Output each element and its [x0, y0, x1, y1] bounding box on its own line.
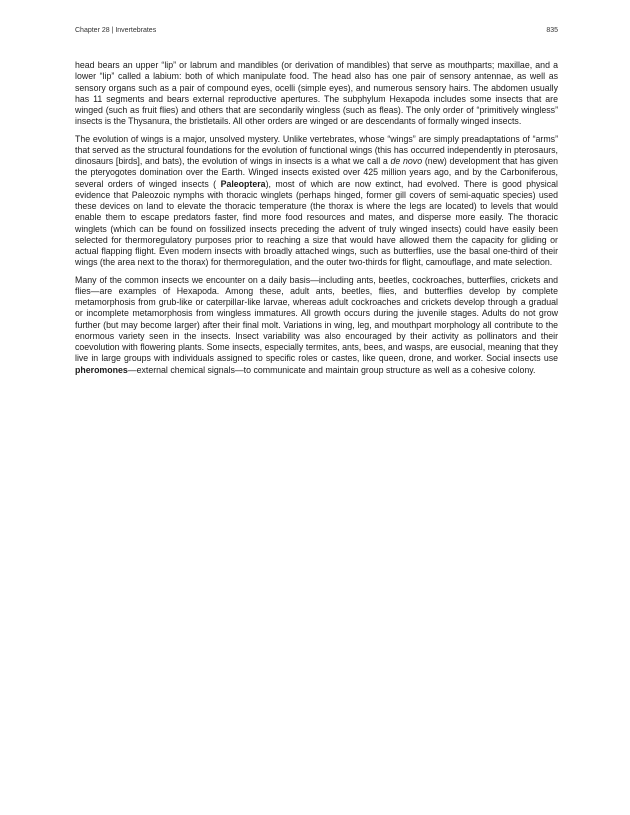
- paragraph-text: (new) development that has given the pteryogotes domination over the Earth. Winged insects existed over 425 million years ago, and by the Carboniferous, several orders of winged insects (: [75, 156, 558, 189]
- paragraph-text: Many of the common insects we encounter on a daily basis—including ants, beetles, cockroaches, butterflies, crickets and flies—are examples of Hexapoda. Among these, adult ants, beetles, flies, and butterflies develop by complete metamorphosis from grub-like or caterpillar-like larvae, whereas adult cockroaches and crickets develop through a gradual or incomplete metamorphosis from wingless immatures. All growth occurs during the juvenile stages. Adults do not grow further (but may become larger) after their final molt. Variations in wing, leg, and mouthpart morphology all contribute to the enormous variety seen in the insects. Insect variability was also encouraged by their activity as pollinators and their coevolution with flowering plants. Some insects, especially termites, ants, bees, and wasps, are eusocial, meaning that they live in large groups with individuals assigned to specific roles or castes, like queen, drone, and worker. Social insects use: [75, 274, 558, 364]
- paragraph-text: The evolution of wings is a major, unsolved mystery. Unlike vertebrates, whose “wings” are simply preadaptations of “arms” that served as the structural foundations for the evolution of functional wings (this has occurred independently in pterosaurs, dinosaurs [birds], and bats), the evolution of wings in insects is a what we call a: [75, 133, 558, 166]
- paragraph-text: head bears an upper “lip” or labrum and mandibles (or derivation of mandibles) that serve as mouthparts; maxillae, and a lower “lip” called a labium: both of which manipulate food. The head also has one pair of sensory antennae, as well as sensory organs such as a pair of compound eyes, ocelli (simple eyes), and numerous sensory hairs. The abdomen usually has 11 segments and bears external reproductive apertures. The subphylum Hexapoda includes some insects that are winged (such as fruit flies) and others that are secondarily wingless (such as fleas). The only order of “primitively wingless” insects is the Thysanura, the bristletails. All other orders are winged or are descendants of formally winged insects.: [75, 60, 558, 127]
- paragraph-head-anatomy: [75, 60, 558, 128]
- paragraph-evolution-of-wings: [75, 134, 558, 269]
- term-paleoptera: Paleoptera: [220, 178, 266, 189]
- paragraph-common-insects: [75, 275, 558, 376]
- body-text: [75, 60, 558, 376]
- chapter-title: Chapter 28 | Invertebrates: [75, 27, 157, 34]
- term-pheromones: pheromones: [75, 364, 128, 375]
- paragraph-text: —external chemical signals—to communicate and maintain group structure as well as a cohesive colony.: [127, 364, 536, 375]
- term-de-novo: de novo: [390, 156, 423, 166]
- paragraph-text: ), most of which are now extinct, had evolved. There is good physical evidence that Paleozoic nymphs with thoracic winglets (perhaps hinged, former gill covers of semi-aquatic species) used these devices on land to elevate the thoracic temperature (the thorax is where the legs are located) to levels that would enable them to escape predators faster, find more food resources and mates, and disperse more easily. The thoracic winglets (which can be found on fossilized insects preceding the advent of truly winged insects) could have easily been selected for thermoregulatory purposes prior to reaching a size that would have allowed them the capacity for gliding or actual flapping flight. Even modern insects with broadly attached wings, such as butterflies, use the basal one-third of their wings (the area next to the thorax) for thermoregulation, and the outer two-thirds for flight, camouflage, and mate selection.: [75, 178, 558, 268]
- page-number: 835: [546, 27, 558, 34]
